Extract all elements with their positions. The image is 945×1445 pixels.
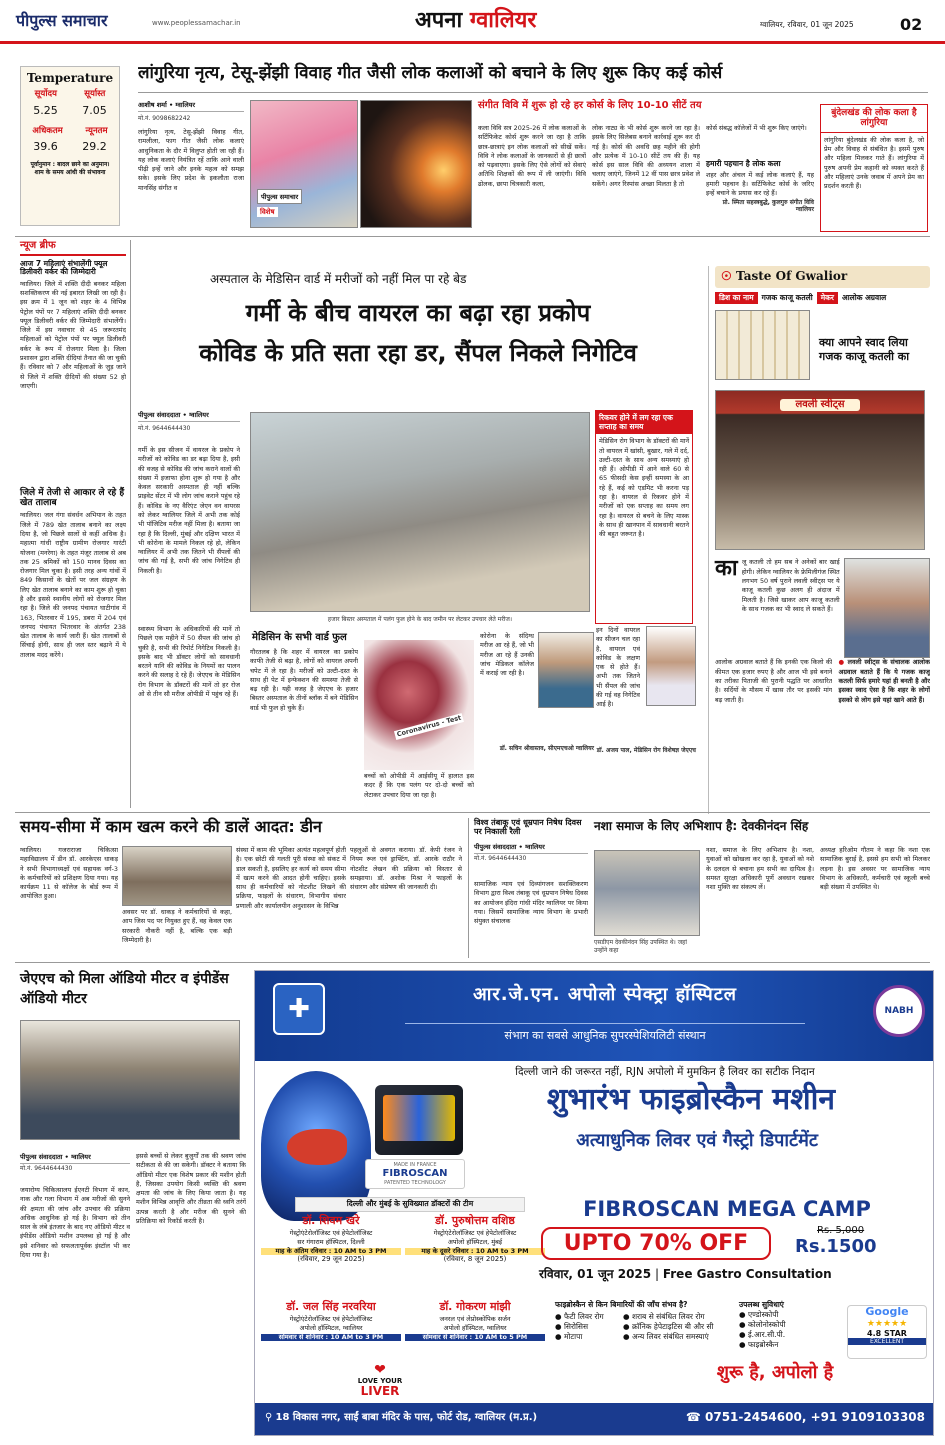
max-label: अधिकतम bbox=[32, 125, 63, 136]
sunset-value: 7.05 bbox=[82, 103, 107, 117]
covid-graphic bbox=[364, 640, 474, 770]
deen-col-1: ग्वालियर। गजराराजा चिकित्सा महाविद्यालय में डीन डॉ. आरकेएस धाकड़ ने सभी विभागाध्यक्षों एवं सहायक वर्ग-3 के कर्मचारियों को प्रशिक्षण दिया गया। यह कार्यक्रम 11 से कॉलेज के बोर्ड रूम में आयोजित हुआ। bbox=[20, 846, 118, 901]
facility-item: ● ई.आर.सी.पी. bbox=[739, 1329, 786, 1339]
rule-after-lead bbox=[15, 236, 930, 237]
recovery-box bbox=[595, 410, 693, 624]
deen-col-3: पहलुओं से अवगत कराया। डॉ. केपी रंजन ने नियम रूल एवं ड्राफ्टिंग, डॉ. आरके राठौर ने नोटशीट लेखन की प्रक्रिया को विस्तार से समझाया। डॉ. अशोक मिश्रा ने फाइलों के संधारण और संप्रेषण की जानकारी दी। bbox=[350, 846, 462, 892]
device-label bbox=[365, 1159, 465, 1189]
disease-item: ● क्रॉनिक हेपेटाइटिस बी और सी bbox=[623, 1321, 714, 1331]
taste-body-2: आलोक अग्रवाल बताते हैं कि इनकी एक किलो की कीमत एक हजार रुपए है और आज भी इसे बनाने का तरीका पिताजी की पुरानी पद्धति पर आधारित है। सर्दियों के मौसम में खास तौर पर इसकी मांग बढ़ जाती है। bbox=[715, 658, 833, 704]
rating-value: 4.8 STAR bbox=[867, 1328, 907, 1338]
lead-rule bbox=[138, 92, 928, 93]
rally-byline: पीपुल्स संवाददाता • ग्वालियर bbox=[474, 842, 588, 854]
taste-title: ☉ Taste Of Gwalior bbox=[715, 266, 930, 288]
disease-item: ● अन्य लिवर संबंधित समस्याएं bbox=[623, 1331, 709, 1341]
doctor-4-name: डॉ. गोकरण मांझी bbox=[439, 1300, 511, 1313]
facility-item: ● फाइब्रोस्कैन bbox=[739, 1339, 779, 1349]
brief-text-2: ग्वालियर। जल गंगा संवर्धन अभियान के तहत जिले में 789 खेत तालाब बनाने का लक्ष्य दिया है, जो पिछले सालों से कहीं अधिक है। महात्मा गांधी राष्ट्रीय ग्रामीण रोजगार गारंटी योजना (मनरेगा) के तहत मंजूर तालाब से अब तक 25 श्रमिकों को 150 मानव दिवस का रोजगार मिल चुका है। इसी तरह अन्य गांवों में 849 किसानों के खेतों पर जल संग्रहण के लिए खेत तालाब बनाने का काम शुरू हो चुका है और इससे स्थानीय लोगों को रोजगार मिल रहा है। जिले की जनपद पंचायत घाटीगांव में 163, भितरवार में 195, डबरा में 204 एवं जनपद पंचायत भितरवार के अंतर्गत 238 खेत तालाब के कार्य जारी हैं। खेत तालाबों से सिंचाई होगी, साथ ही जल स्तर बढ़ाने में ये तालाब मदद करेंगे। bbox=[20, 511, 126, 659]
lead-headline: लांगुरिया नृत्य, टेसू-झेंझी विवाह गीत जैसी लोक कलाओं को बचाने के लिए शुरू किए कई कोर्स bbox=[138, 63, 723, 83]
viral-body-2: स्वास्थ्य विभाग के अधिकारियों की मानें तो पिछले एक महीने में 50 सैंपल की जांच हो चुकी है, सभी की रिपोर्ट निगेटिव निकली है। इसके बाद भी डॉक्टर लोगों को सावधानी बरतने यानि की कोविड के नियमों का पालन करने की सलाह दे रहे हैं। जेएएच के मेडिसिन रोग विभाग के डॉक्टरों की मानें तो हर रोज ओ से तीन सौ मरीज ओपीडी में पहुंच रहे हैं। bbox=[138, 625, 240, 698]
google-label: Google bbox=[865, 1305, 909, 1318]
camp-title: FIBROSCAN MEGA CAMP bbox=[583, 1197, 871, 1221]
quote-text: शहर और अंचल में कई लोक कलाएं हैं, यह हमारी पहचान है। सर्टिफिकेट कोर्स के जरिए इन्हें बचाने के प्रयास कर रहे हैं। bbox=[706, 170, 814, 198]
lead-col-1: लांगुरिया नृत्य, टेसू-झेंझी विवाह गीत, रामलीला, फाग गीत जैसी लोक कलाएं आधुनिकता के दौर में विलुप्त होती जा रही हैं। यह लोक कलाएं नियंत्रित रहें ताकि आने वाली पीढ़ी इन्हें जाने और इनके महत्व को समझ सके। इसके लिए प्रदेश के इकलौता राजा मानसिंह संगीत व bbox=[138, 128, 244, 192]
address: ⚲ 18 विकास नगर, साईं बाबा मंदिर के पास, फोर्ट रोड, ग्वालियर (म.प्र.) bbox=[265, 1412, 538, 1423]
ad-lead: दिल्ली जाने की जरूरत नहीं, RJN अपोलो में मुमकिन है लिवर का सटीक निदान bbox=[515, 1066, 815, 1078]
viral-kicker: अस्पताल के मेडिसिन वार्ड में मरीजों को नहीं मिल पा रहे बेड bbox=[210, 272, 467, 286]
phone-icon: ☎ bbox=[685, 1410, 701, 1424]
camp-line: रविवार, 01 जून 2025 | Free Gastro Consultation bbox=[539, 1267, 832, 1281]
google-rating bbox=[847, 1305, 927, 1359]
viral-headline-2: कोविड के प्रति सता रहा डर, सैंपल निकले निगेटिव bbox=[199, 339, 637, 367]
brief-text-1: ग्वालियर। जिले में शक्ति दीदी बनकर महिला सशक्तिकरण की नई इबारत लिखी जा रही है। इस क्रम में 1 जून को शहर के 4 विभिन्न पेट्रोल पंपों पर 7 महिलाएं शक्ति दीदी बनकर फ्यूल डिलीवरी वर्कर की जिम्मेदारी संभालेंगी। जिले में इस नवाचार से 45 जरूरतमंद महिलाओं को पेट्रोल पंपों पर फ्यूल डिलीवरी वर्कर के रूप में रोजगार मिला है। जिला प्रशासन द्वारा शक्ति दीदियां तैनात की जा चुकी हैं। रविवार को 7 और महिलाओं के जुड़ जाने से जिले में शक्ति दीदियों की संख्या 52 हो जाएगी। bbox=[20, 279, 126, 390]
doctor-4-role: जनरल एवं लेप्रोस्कोपिक सर्जन bbox=[439, 1314, 511, 1323]
quote-title: हमारी पहचान है लोक कला bbox=[706, 159, 781, 168]
doctor-3-role: गेस्ट्रोएंटेरोलॉजिस्ट एवं हेपेटोलॉजिस्ट bbox=[289, 1314, 373, 1323]
ward-note: बच्चों को ओपीडी में आईसीयू में हालात इस कदर हैं कि एक पलंग पर दो-दो बच्चों को लेटाकर उपचार दिया जा रहा है। bbox=[364, 772, 474, 799]
taste-body: जू कतली तो हम सब ने अनेकों बार खाई होगी। लेकिन ग्वालियर के फ्रेमिलीगंज स्थित लगभग 50 वर्ष पुराने लवली स्वीट्स पर ये काजू कतली कुछ अलग ही अंदाज में मिलती है। जिसे खाकर आप काजू कतली के साथ गजक का भी स्वाद ले सकते हैं। bbox=[741, 558, 840, 613]
quote-ajay bbox=[596, 626, 696, 755]
rule-after-viral bbox=[15, 812, 930, 813]
lead-photo-brand: पीपुल्स समाचार bbox=[257, 189, 302, 204]
location-icon: ⚲ bbox=[265, 1412, 273, 1423]
apollo-slogan: शुरू है, अपोलो है bbox=[716, 1362, 834, 1383]
recovery-title: रिकवर होने में लग रहा एक सप्ताह का समय bbox=[596, 411, 692, 434]
rally-byline-block bbox=[474, 842, 588, 862]
cmho-name: डॉ. सचिन श्रीवास्तव, सीएमएचओ ग्वालियर bbox=[499, 745, 594, 752]
nasha-headline: नशा समाज के लिए अभिशाप है: देवकीनंदन सिंह bbox=[594, 819, 809, 833]
hospital-logo: ✚ bbox=[273, 983, 325, 1035]
ajay-name: डॉ. अजय पाल, मेडिसिन रोग विशेषज्ञ जेएएच bbox=[596, 747, 696, 754]
weather-title: Temperature bbox=[26, 71, 114, 85]
disease-item: ● फैटी लिवर रोग bbox=[555, 1311, 604, 1321]
camp-date: रविवार, 01 जून 2025 bbox=[539, 1267, 652, 1281]
paper-name: पीपुल्स समाचार bbox=[16, 11, 108, 30]
lead-byline: आशीष शर्मा • ग्वालियर bbox=[138, 100, 244, 112]
recovery-text: मेडिसिन रोग विभाग के डॉक्टरों की मानें तो वायरल में खांसी, बुखार, गले में दर्द, उल्टी-दस्त के साथ अन्य समस्याएं हो रही हैं। ओपीडी में आने वाले 60 से 65 फीसदी केस इन्हीं समस्या के आ रहे हैं, कई को एडमिट भी करना पड़ रहा है। वायरल से रिकवर होने में मरीजों को एक सप्ताह का समय लग रहा है। वायरल से बचने के लिए मास्क के साथ ही खानपान में सावधानी बरतने की बहुत जरूरत है। bbox=[599, 437, 689, 539]
nasha-col-2: अध्यक्ष हरिओम गौतम ने कहा कि नशा एक सामाजिक बुराई है, इससे हम सभी को मिलकर लड़ना है। इस अवसर पर सामाजिक न्याय विभाग के अधिकारी, कर्मचारी एवं स्कूली बच्चे बड़ी संख्या में उपस्थित थे। bbox=[820, 846, 930, 892]
facility-item: ● कोलोनोस्कोपी bbox=[739, 1319, 786, 1329]
covid-label: Coronavirus - Test bbox=[394, 713, 464, 740]
deen-photo bbox=[122, 846, 232, 906]
phone: ☎ 0751-2454600, +91 9109103308 bbox=[685, 1410, 925, 1424]
rally-mobile: मो.नं. 9644644430 bbox=[474, 855, 527, 862]
deen-col-2: संस्था में काम की भूमिका अत्यंत महत्वपूर्ण होती है। एक छोटी सी गलती पूरी संस्था को संकट में डाल सकती है, इसलिए हर कार्य को समय सीमा में खत्म करने की आदत होनी चाहिए। इसके साथ ही कर्मचारियों को नोटशीट लिखने की प्रक्रिया, फाइलों के संधारण, विभागीय संचार प्रणाली और कार्यालयीन अनुशासन के विभिन्न bbox=[236, 846, 346, 910]
min-label: न्यूनतम bbox=[85, 125, 108, 136]
box-title: बुंदेलखंड की लोक कला है लांगुरिया bbox=[821, 105, 927, 133]
doctor-4-hospital: अपोलो हॉस्पिटल, ग्वालियर bbox=[443, 1323, 507, 1332]
deen-headline: समय-सीमा में काम खत्म करने की डालें आदत: डीन bbox=[20, 817, 322, 836]
lead-photo-tag: विशेष bbox=[257, 207, 278, 217]
owner-photo bbox=[844, 558, 930, 658]
dish-name: गजक काजू कतली bbox=[761, 292, 813, 302]
taste-section bbox=[708, 266, 930, 814]
doctor-1-hospital: सर गंगाराम हॉस्पिटल, दिल्ली bbox=[297, 1237, 365, 1246]
lead-photo-right bbox=[360, 100, 472, 228]
doctor-2-time: माह के दूसरे रविवार : 10 AM to 3 PM bbox=[405, 1248, 545, 1255]
tagline: संभाग का सबसे आधुनिक सुपरस्पेशियलिटी संस्थान bbox=[405, 1023, 805, 1043]
viral-byline: पीपुल्स संवाददाता • ग्वालियर bbox=[138, 410, 240, 422]
liver-label: LIVER bbox=[360, 1384, 400, 1399]
min-value: 29.2 bbox=[82, 140, 107, 154]
forecast: पूर्वानुमान : बादल छाने का अनुमान। शाम के समय आंधी की संभावना bbox=[30, 161, 110, 177]
star-icons: ★★★★★ bbox=[866, 1318, 908, 1329]
diseases-col-b bbox=[623, 1312, 713, 1342]
team-title: दिल्ली और मुंबई के सुविख्यात डॉक्टरों की टीम bbox=[295, 1197, 525, 1212]
lead-col-2: कला विवि सत्र 2025-26 में लोक कलाओं के सर्टिफिकेट कोर्स शुरू करने जा रहा है ताकि छात्र-छात्राएं इन लोक कलाओं को सीखें सकें। विवि ने लोक कलाओं के जानकारों से ही छात्रों को पढ़वाएगा। इसके लिए ऐसे लोगों को सेवाएं अतिथि शिक्षकों की रूप में ली जाएंगी। विवि ढोलक, छापा चित्रकारी कला, bbox=[478, 124, 586, 188]
old-price: Rs. 5,000 bbox=[817, 1225, 865, 1236]
doctor-1-role: गेस्ट्रोएंटेरोलॉजिस्ट एवं हेपेटोलॉजिस्ट bbox=[289, 1228, 373, 1237]
device-name: FIBROSCAN bbox=[382, 1168, 448, 1179]
doctor-3-hospital: अपोलो हॉस्पिटल, ग्वालियर bbox=[299, 1323, 363, 1332]
brief-headline-2: जिले में तेजी से आकार ले रहे हैं खेत तालाब bbox=[20, 487, 125, 509]
audio-byline: पीपुल्स संवाददाता • ग्वालियर bbox=[20, 1152, 130, 1164]
hospital-photo bbox=[250, 412, 590, 612]
deen-photo-text: अवसर पर डॉ. धाकड़ ने कर्मचारियों से कहा, आप जिस पद पर नियुक्त हुए हैं, वह केवल एक सरकारी नौकरी नहीं है, बल्कि एक बड़ी जिम्मेदारी है। bbox=[122, 908, 232, 944]
dropcap: का bbox=[715, 556, 738, 582]
audio-headline: जेएएच को मिला ऑडियो मीटर व इंपीडेंस ऑडियो मीटर bbox=[20, 971, 229, 1007]
facilities-block bbox=[739, 1301, 829, 1350]
doctor-1-name: डॉ. शिवम खरे bbox=[302, 1214, 360, 1227]
doctor-2-role: गेस्ट्रोएंटेरोलॉजिस्ट एवं हेपेटोलॉजिस्ट bbox=[433, 1228, 517, 1237]
hospital-name: आर.जे.एन. अपोलो स्पेक्ट्रा हॉस्पिटल bbox=[472, 984, 738, 1005]
audio-photo bbox=[20, 1020, 240, 1140]
quote-name: प्रो. स्मिता सहस्त्रबुद्धे, कुलगुरु संगीत विवि ग्वालियर bbox=[722, 199, 814, 214]
brief-label: न्यूज ब्रीफ bbox=[20, 240, 126, 256]
lead-quote bbox=[706, 160, 814, 214]
taste-question: क्या आपने स्वाद लिया गजक काजू कतली का bbox=[819, 336, 910, 364]
lead-col-4: कोर्स संबद्ध कॉलेजों में भी शुरू किए जाएंगे। bbox=[706, 124, 807, 132]
owner-caption: ● लवली स्वीट्स के संचालक आलोक अग्रवाल बताते हैं कि ये गजक काजू कतली सिर्फ हमारे यहां ही बनती है और इसका स्वाद ऐसा है कि शहर के लोगों इसको से लोग इसे यहां खाने आते हैं। bbox=[838, 658, 930, 704]
cmho-photo bbox=[538, 632, 594, 708]
shop-sign: लवली स्वीट्स bbox=[780, 399, 860, 411]
facilities-title: उपलब्ध सुविधाएं bbox=[739, 1300, 784, 1309]
doctor-card-4 bbox=[405, 1301, 545, 1361]
ajay-text: इन दिनों वायरल का सीजन चल रहा है, वायरल एवं कोविड के लक्षण एक से होते हैं। अभी तक जितने भी सैंपल की जांच की गई वह निगेटिव आई है। bbox=[596, 626, 640, 709]
nabh-badge: NABH bbox=[873, 985, 925, 1037]
wards-text: गौरतलब है कि शहर में वायरल का प्रकोप काफी तेजी से बढ़ा है, लोगों को वायरल अपनी चपेट में ले रहा है। मरीजों को उल्टी-दस्त के साथ ही पेट में इन्फेक्शन की समस्या तेजी से बढ़ रही है। यही वजह है जेएएच के हजार बिस्तर अस्पताल के तीनों ब्लॉक में बने मेडिसिन वार्ड भी फुल हो चुके हैं। bbox=[250, 648, 358, 712]
lead-byline-block bbox=[138, 100, 244, 250]
ad-footer bbox=[255, 1403, 934, 1436]
launch-headline: शुभारंभ फाइब्रोस्कैन मशीन bbox=[546, 1082, 836, 1117]
doctor-3-name: डॉ. जल सिंह नरवरिया bbox=[286, 1300, 376, 1313]
page-number: 02 bbox=[900, 15, 923, 34]
box-text: लांगुरिया बुंदेलखंड की लोक कला है, जो प्रेम और विवाह से संबंधित है। इसमें पुरुष और महिला मिलकर गाते हैं। लांगुरिया में पुरुष अपनी प्रेम कहानी को व्यक्त करते हैं और महिलाएं उनके जवाब में अपने प्रेम का प्रदर्शन करती हैं। bbox=[824, 135, 924, 191]
doctor-2-name: डॉ. पुरुषोत्तम वशिष्ठ bbox=[435, 1214, 515, 1227]
masthead bbox=[0, 0, 945, 44]
nasha-col-1: नशा, समाज के लिए अभिशाप है। नशा, युवाओं को खोखला कर रहा है, युवाओं को नशे के दलदल से बचाना हम सभी का दायित्व है। समस्त सुरक्षा अधिकारी पूर्णे अवधान रखकर नशा मुक्ति का संकल्प लें। bbox=[706, 846, 814, 892]
maker-label: मेकर bbox=[817, 292, 838, 305]
lead-photo-left bbox=[250, 100, 358, 228]
website: www.peoplessamachar.in bbox=[152, 19, 241, 27]
new-price: Rs.1500 bbox=[795, 1236, 877, 1257]
heart-icon: ❤ bbox=[374, 1362, 386, 1378]
fibroscan-device bbox=[375, 1085, 463, 1155]
sunrise-label: सूर्योदय bbox=[34, 88, 57, 99]
disease-item: ● सिरोसिस bbox=[555, 1321, 589, 1331]
doctor-card-2 bbox=[405, 1215, 545, 1297]
disease-item: ● शराब से संबंधित लिवर रोग bbox=[623, 1311, 705, 1321]
wards-title: मेडिसिन के सभी वार्ड फुल bbox=[252, 632, 347, 643]
lead-subhead: संगीत विवि में शुरू हो रहे हर कोर्स के लिए 10-10 सीटें तय bbox=[478, 100, 702, 111]
lead-col-3: लोक नाट्य के भी कोर्स शुरू करने जा रहा है। इसके लिए सिलेबस बनाने कार्रवाई शुरू कर दी गई है। कोर्स की अवधि छह महीने की होगी और प्रत्येक में 10-10 सीटें तय की हैं। यह कोर्स इस साल विवि की अध्ययन शाला में चलाए जाएंगे, जिनमें 12 वीं पास छात्र प्रवेश ले सकेंगे। अगर रिस्पांस अच्छा मिलता है तो bbox=[592, 124, 700, 188]
viral-headline-1: गर्मी के बीच वायरल का बढ़ा रहा प्रकोप bbox=[245, 299, 591, 327]
sunset-label: सूर्यास्त bbox=[84, 88, 106, 99]
doctor-2-next: (रविवार, 8 जून 2025) bbox=[443, 1255, 507, 1264]
disease-item: ● मोटापा bbox=[555, 1331, 583, 1341]
doctor-2-hospital: अपोलो हॉस्पिटल, मुंबई bbox=[447, 1237, 503, 1246]
nasha-photo bbox=[594, 850, 700, 936]
weather-box bbox=[20, 66, 120, 226]
love-liver bbox=[325, 1363, 435, 1399]
apollo-ad bbox=[254, 970, 934, 1436]
dateline: ग्वालियर, रविवार, 01 जून 2025 bbox=[760, 20, 854, 29]
audio-col-1: जयारोग्य चिकित्सालय ईएनटी विभाग में कान, नाक और गला विभाग में अब मरीजों की सुनने की क्षमता की जांच और उपचार की प्रक्रिया अधिक आधुनिक हो गई है। विभाग को तीन साल के लंबे इंतजार के बाद नए ऑडियो मीटर व इंपीडेंस ऑडियो मशीन उपलब्ध हो गई है और इसे शनिवार को सफलतापूर्वक इंस्टॉल भी कर दिया गया है। bbox=[20, 1186, 130, 1259]
rally-body: सामाजिक न्याय एवं दिव्यांगजन सशक्तिकरण विभाग द्वारा विश्व तंबाकू एवं धूम्रपान निषेध दिवस का आयोजन इंदिरा गांधी मंदिर ग्वालियर पर किया गया। जिसमें सामाजिक न्याय विभाग के प्रभारी संयुक्त संचालक bbox=[474, 880, 588, 926]
free-consult: Free Gastro Consultation bbox=[662, 1267, 832, 1281]
diseases-title: फाइब्रोस्कैन से किन बिमारियों की जाँच संभव है? bbox=[555, 1300, 688, 1309]
deen-divider bbox=[468, 818, 469, 958]
news-brief bbox=[20, 240, 126, 800]
sweets-photo bbox=[715, 310, 810, 380]
rule-after-deen bbox=[15, 962, 930, 963]
device-made: MADE IN FRANCE bbox=[393, 1162, 437, 1168]
brief-headline-1: आज 7 महिलाएं संभालेंगी फ्यूल डिलीवरी वर्कर की जिम्मेदारी bbox=[20, 258, 108, 277]
viral-mobile: मो.नं. 9644644430 bbox=[138, 425, 191, 432]
doctor-3-time: सोमवार से शनिवार : 10 AM to 3 PM bbox=[261, 1334, 401, 1341]
department-headline: अत्याधुनिक लिवर एवं गैस्ट्रो डिपार्टमेंट bbox=[576, 1130, 818, 1151]
langurai-box bbox=[820, 104, 928, 232]
quote-cmho bbox=[480, 632, 594, 753]
liver-icon bbox=[287, 1129, 347, 1165]
cmho-text: कोरोना के संदिग्ध मरीज आ रहे हैं, जो भी मरीज आ रहे हैं उनकी जांच मेडिकल कॉलेज में कराई जा रही है। bbox=[480, 632, 534, 678]
nasha-caption: एसडीएम देवकीनंदन सिंह उपस्थित थे। जहां उन्होंने कहा bbox=[594, 939, 687, 954]
love-label: LOVE YOUR bbox=[357, 1377, 403, 1385]
doctor-card-3 bbox=[261, 1301, 401, 1361]
offer-badge: UPTO 70% OFF bbox=[541, 1227, 771, 1260]
diseases-col-a bbox=[555, 1312, 615, 1342]
shop-photo bbox=[715, 390, 925, 550]
audio-byline-block bbox=[20, 1152, 130, 1172]
ajay-photo bbox=[646, 626, 696, 706]
facility-item: ● एण्डोस्कोपी bbox=[739, 1309, 779, 1319]
doctor-4-time: सोमवार से शनिवार : 10 AM to 5 PM bbox=[405, 1334, 545, 1341]
dish-label: डिश का नाम bbox=[715, 292, 758, 305]
viral-byline-block bbox=[138, 410, 240, 432]
hospital-photo-caption: हजार बिस्तर अस्पताल में पलंग फुल होने के बाद जमीन पर लेटकर उपचार लेते मरीज। bbox=[327, 616, 513, 623]
doctor-1-time: माह के अंतिम रविवार : 10 AM to 3 PM bbox=[261, 1248, 401, 1255]
audio-col-2: इससे बच्चों से लेकर बुजुर्गों तक की श्रवण जांच सटीकता से की जा सकेगी। डॉक्टर ने बताया कि ऑडियो मीटर एक विशेष प्रकार की मशीन होती है, जिसका उपयोग किसी व्यक्ति की श्रवण क्षमता की जांच के लिए किया जाता है। यह मशीन विभिन्न आवृत्ति और तीव्रता की ध्वनि तरंगें उत्पन्न करती है और मरीज की सुनने की प्रतिक्रिया को रिकॉर्ड करती है। bbox=[136, 1152, 246, 1225]
sunrise-value: 5.25 bbox=[33, 103, 58, 117]
max-value: 39.6 bbox=[33, 140, 58, 154]
doctor-card-1 bbox=[261, 1215, 401, 1297]
device-sub: PATENTED TECHNOLOGY bbox=[384, 1179, 446, 1186]
maker-name: आलोक अग्रवाल bbox=[842, 292, 887, 302]
rally-headline: विश्व तंबाकू एवं धूम्रपान निषेध दिवस पर निकाली रैली bbox=[474, 818, 582, 837]
audio-mobile: मो.नं. 9644644430 bbox=[20, 1165, 73, 1172]
doctor-1-next: (रविवार, 29 जून 2025) bbox=[297, 1255, 365, 1264]
lead-mobile: मो.नं. 9098682242 bbox=[138, 115, 191, 122]
rating-label: EXCELLENT bbox=[848, 1338, 926, 1345]
brief-divider bbox=[130, 240, 131, 808]
viral-body-1: गर्मी के इस सीजन में वायरल के प्रकोप ने मरीजों को कोविड का डर बढ़ा दिया है, इसी की वजह से कोविड की जांच कराने वालों की संख्या में इजाफा होना शुरू हो गया है और केवल सरकारी अस्पताल ही नहीं बल्कि प्राइवेट सेंटर में भी लोग जांच कराने पहुंच रहे हैं। कोविड के नए वैरिएंट जेएन वन वायरस को लेकर ग्वालियर जिले में अभी तक कोई भी पॉजिटिव मरीज नहीं मिला है। बताया जा रहा है कि दिल्ली, मुंबई और दक्षिण भारत में भी कोरोना के मामले निकल रहे हो, लेकिन ग्वालियर में अभी तक जितने भी सैंपलों की जांच की गई है, सभी की जांच निगेटिव ही निकली है। bbox=[138, 446, 240, 575]
section-title: अपना ग्वालियर bbox=[415, 8, 537, 33]
